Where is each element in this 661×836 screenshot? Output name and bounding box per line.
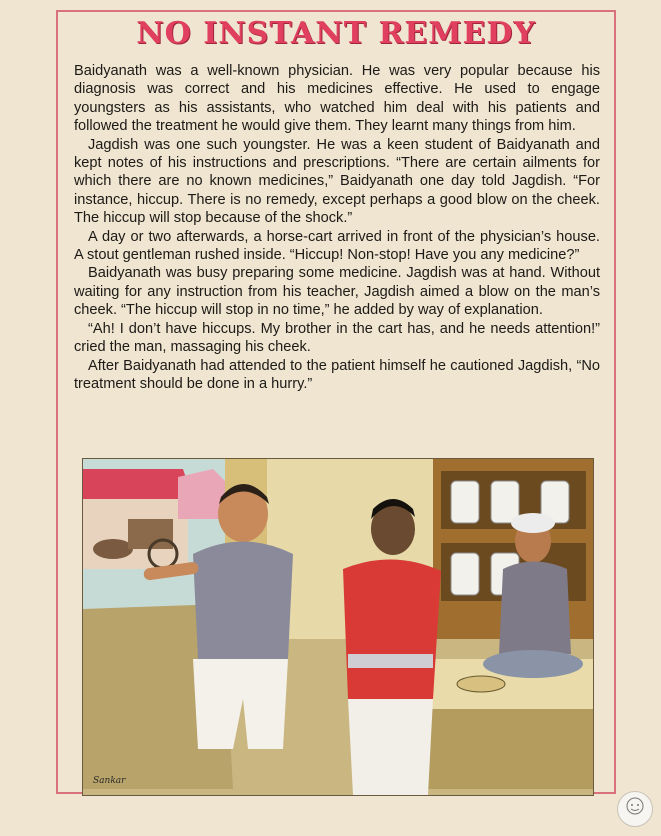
story-illustration (82, 458, 594, 796)
artist-signature: Sankar (93, 776, 126, 786)
house-roof (83, 469, 193, 499)
paragraph-5: “Ah! I don’t have hiccups. My brother in the cart has, and he needs attention!” cried the man, massaging his cheek. (74, 320, 600, 356)
story-text (74, 62, 600, 393)
paragraph-1: Baidyanath was a well-known physician. He was very popular because his diagnosis was correct and his medicines effective. He used to engage youngsters as his assistants, who watched him deal with his patients and followed the treatment he would give them. They learnt many things from him. (74, 63, 600, 135)
stamp-icon (618, 792, 652, 826)
cart (128, 519, 173, 549)
horse (93, 539, 133, 559)
illustration-scene (83, 459, 593, 795)
paragraph-6: After Baidyanath had attended to the patient himself he cautioned Jagdish, “No treatment should be done in a hurry.” (74, 357, 600, 392)
scan-stamp-logo (617, 791, 653, 827)
paragraph-2: Jagdish was one such youngster. He was a keen student of Baidyanath and kept notes of his instructions and prescriptions. “There are certain ailments for which there are no known medicines,” Baidyanath one day told Jagdish. “For instance, hiccup. There is no remedy, except perhaps a good blow on the cheek. The hiccup will stop because of the shock.” (74, 136, 600, 227)
paragraph-4: Baidyanath was busy preparing some medicine. Jagdish was at hand. Without waiting for any instruction from his teacher, Jagdish aimed a blow on the man’s cheek. “The hiccup will stop in no time,” he added by way of explanation. (74, 265, 600, 319)
story-title: NO INSTANT REMEDY (136, 16, 536, 51)
paragraph-3: A day or two afterwards, a horse-cart arrived in front of the physician’s house. A stout gentleman rushed inside. “Hiccup! Non-stop! Have you any medicine?” (74, 228, 600, 264)
